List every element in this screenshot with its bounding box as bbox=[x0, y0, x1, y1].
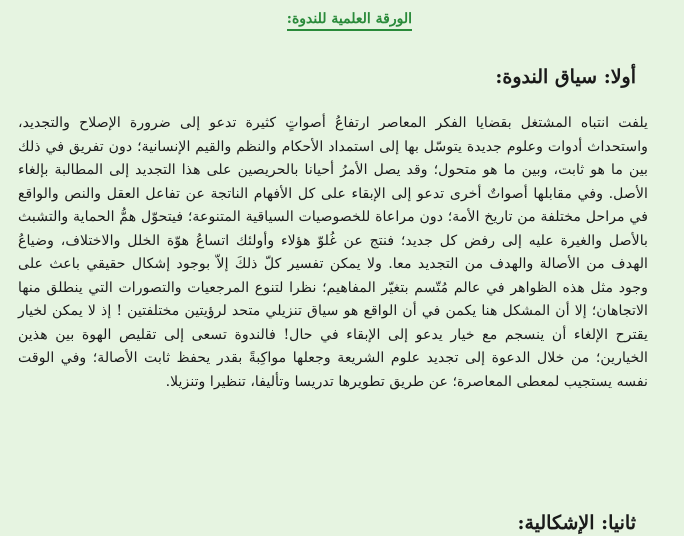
section-body-paragraph: يلفت انتباه المشتغل بقضايا الفكر المعاصر ارتفاعُ أصواتٍ كثيرة تدعو إلى ضرورة الإصلاح والتجديد، واستحداث أدوات وعلوم جديدة يتوسّل بها إلى استمداد الأحكام والنظم والقيم الإنسانية؛ دون تفريق في ذلك بين ما هو ثابت، وبين ما هو متحول؛ وقد يصل الأمرُ أحيانا بالحريصين على هذا التجديد إلى المطالبة بإلغاء الأصل. وفي مقابلها أصواتٌ أخرى تدعو إلى الإبقاء على كل الأفهام الناتجة عن تفاعل العقل والنص والواقع في مراحل مختلفة من تاريخ الأمة؛ دون مراعاة للخصوصيات السياقية المتنوعة؛ فيتحوّل همُّ الحماية والتشبث بالأصل والغيرة عليه إلى رفض كل جديد؛ فنتج عن غُلوّ هؤلاء وأولئك اتساعُ هوّة الخلل والاختلاف، وضياعُ الهدف من الأصالة والهدف من التجديد معا. ولا يمكن تفسير كلّ ذلكَ إلاّ بوجود إشكال حقيقي باعث على وجود مثل هذه الظواهر في عالم مُتّسم بتغيّر المفاهيم؛ نظرا لتنوع المرجعيات والتصورات التي ينطلق منها الاتجاهان؛ إلا أن المشكل هنا يكمن في أن الواقع هو سياق تنزيلي متحد لرؤيتين مختلفتين ! إذ لا يمكن لخيار يقترح الإلغاء أن ينسجم مع خيار يدعو إلى الإبقاء في حال! فالندوة تسعى إلى تقليص الهوة بين هذين الخيارين؛ من خلال الدعوة إلى تجديد علوم الشريعة وجعلها مواكِبةً بقدر يحفظ ثابت الأصالة؛ وفي الوقت نفسه يستجيب لمعطى المعاصرة؛ عن طريق تطويرها تدريسا وتأليفا، تنظيرا وتنزيلا. bbox=[18, 115, 648, 390]
next-section-title: ثانيا: الإشكالية: bbox=[517, 512, 636, 534]
document-header-title: الورقة العلمية للندوة: bbox=[287, 10, 412, 31]
section-title: أولا: سياق الندوة: bbox=[495, 66, 636, 88]
